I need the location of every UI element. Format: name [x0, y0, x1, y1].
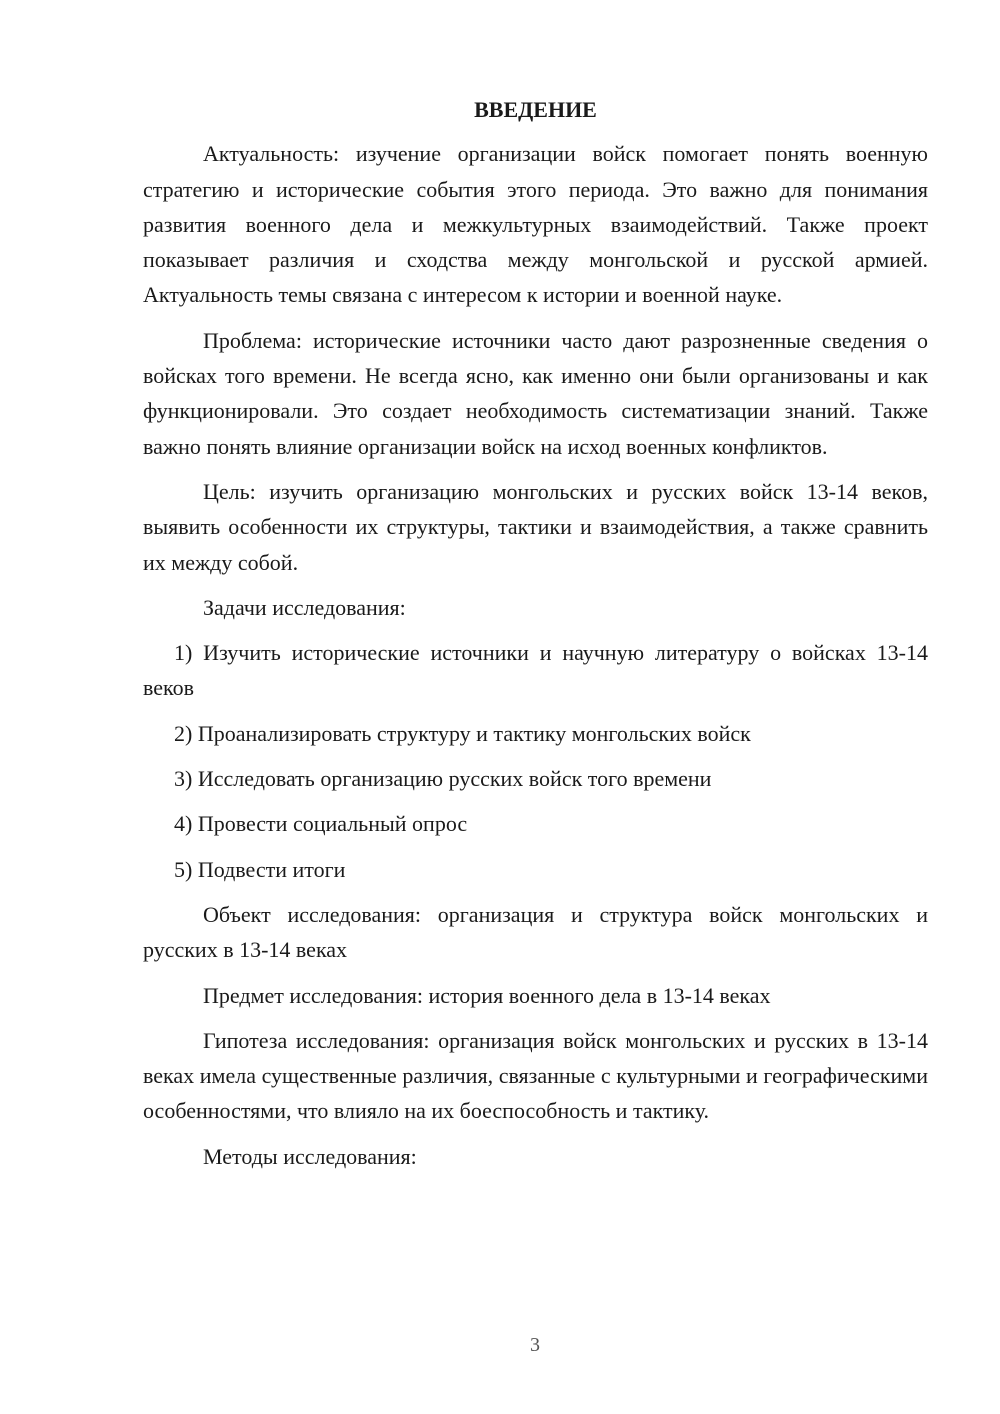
document-page	[143, 92, 928, 1184]
task-item-2: 2) Проанализировать структуру и тактику монгольских войск	[174, 720, 751, 746]
task-item-1: 1) Изучить исторические источники и научную литературу о войсках 13-14 веков	[143, 640, 928, 701]
task-item-4: 4) Провести социальный опрос	[174, 811, 468, 837]
paragraph-goal: Цель: изучить организацию монгольских и русских войск 13-14 веков, выявить особенности их структуры, тактики и взаимодействия, а также сравнить их между собой.	[143, 478, 928, 575]
page-number: 3	[530, 1334, 540, 1356]
section-title: ВВЕДЕНИЕ	[474, 97, 597, 122]
methods-heading: Методы исследования:	[203, 1143, 417, 1169]
tasks-heading: Задачи исследования:	[203, 594, 406, 620]
paragraph-object: Объект исследования: организация и структура войск монгольских и русских в 13-14 веках	[143, 901, 928, 963]
task-item-5: 5) Подвести итоги	[174, 856, 346, 882]
task-item-3: 3) Исследовать организацию русских войск того времени	[174, 766, 712, 792]
paragraph-problem: Проблема: исторические источники часто дают разрозненные сведения о войсках того времени. Не всегда ясно, как именно они были организованы и как функционировали. Это создает необходимость систематизации знаний. Также важно понять влияние организации войск на исход военных конфликтов.	[143, 327, 928, 459]
paragraph-hypothesis: Гипотеза исследования: организация войск монгольских и русских в 13-14 веках имела существенные различия, связанные с культурными и географическими особенностями, что влияло на их боеспособность и тактику.	[143, 1027, 928, 1124]
paragraph-relevance: Актуальность: изучение организации войск помогает понять военную стратегию и исторические события этого периода. Это важно для понимания развития военного дела и межкультурных взаимодействий. Также проект показывает различия и сходства между монгольской и русской армией. Актуальность темы связана с интересом к истории и военной науке.	[143, 141, 928, 308]
paragraph-subject: Предмет исследования: история военного дела в 13-14 веках	[203, 982, 771, 1008]
